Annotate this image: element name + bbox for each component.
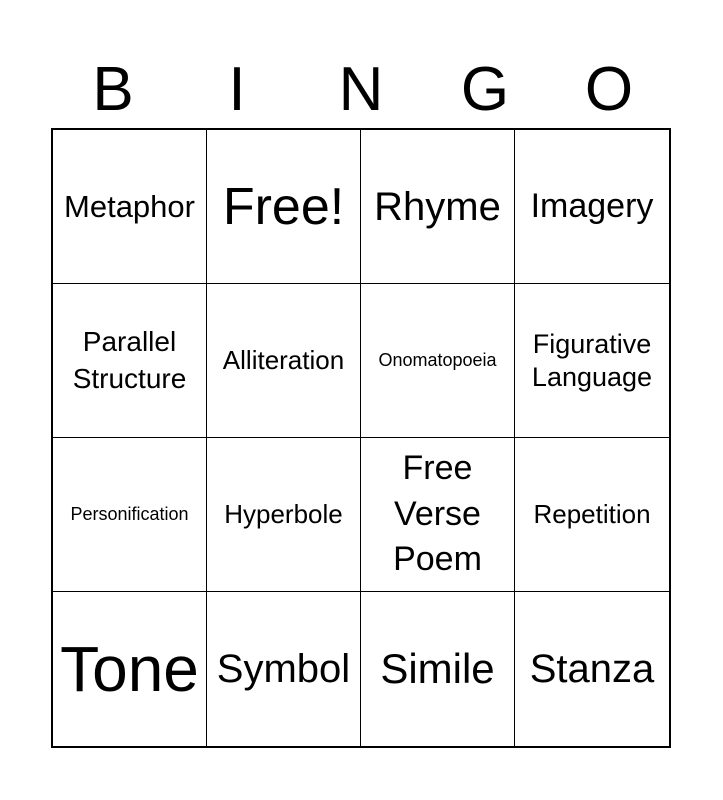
cell-label: Repetition [533,498,651,529]
cell-label: Tone [60,633,199,705]
header-letter-b: B [92,55,134,124]
bingo-cell-simile[interactable] [361,592,515,746]
cell-label: Parallel Structure [72,326,187,394]
bingo-cell-metaphor[interactable] [53,130,207,284]
bingo-cell-symbol[interactable] [207,592,361,746]
cell-label: Imagery [530,186,654,225]
header-letter-o: O [584,55,634,124]
cell-label: Free! [222,177,345,236]
cell-label: Symbol [216,647,351,691]
bingo-header [51,52,671,128]
header-letter-i: I [228,55,246,124]
bingo-cell-free-verse-poem[interactable] [361,438,515,592]
cell-label: Rhyme [374,184,501,229]
bingo-cell-parallel-structure[interactable] [53,284,207,438]
cell-label: Figurative Language [531,329,653,392]
bingo-board [51,128,671,748]
bingo-cell-alliteration[interactable] [207,284,361,438]
bingo-cell-tone[interactable] [53,592,207,746]
cell-label: Metaphor [64,188,195,224]
cell-label: Free Verse Poem [393,448,482,579]
bingo-cell-onomatopoeia[interactable] [361,284,515,438]
header-letter-n: N [338,55,384,124]
cell-label: Stanza [529,647,655,691]
cell-label: Personification [70,504,189,525]
bingo-cell-personification[interactable] [53,438,207,592]
bingo-cell-figurative-language[interactable] [515,284,669,438]
cell-label: Onomatopoeia [378,350,497,371]
bingo-cell-stanza[interactable] [515,592,669,746]
header-letter-g: G [460,55,510,124]
bingo-cell-free-space[interactable] [207,130,361,284]
bingo-cell-repetition[interactable] [515,438,669,592]
bingo-cell-imagery[interactable] [515,130,669,284]
cell-label: Alliteration [222,344,345,375]
cell-label: Hyperbole [224,498,343,529]
bingo-cell-rhyme[interactable] [361,130,515,284]
bingo-cell-hyperbole[interactable] [207,438,361,592]
cell-label: Simile [380,645,495,692]
